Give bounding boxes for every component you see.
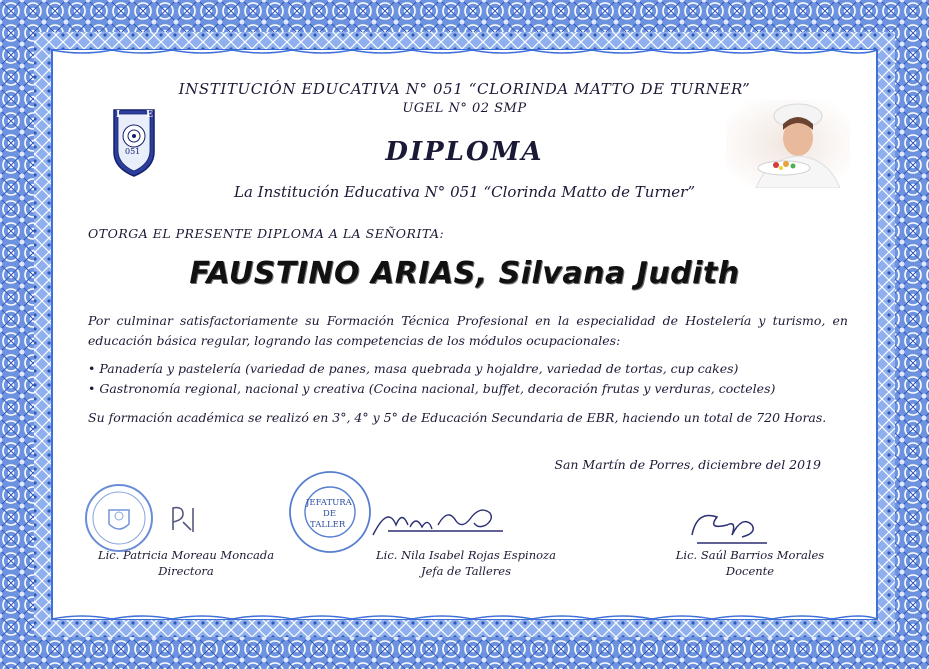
training-summary: Su formación académica se realizó en 3°, 4° y 5° de Educación Secundaria de EBR, haciendo un total de 720 Horas.	[88, 410, 827, 425]
bullet-icon: •	[88, 381, 96, 396]
signatory-name: Lic. Nila Isabel Rojas Espinoza	[376, 548, 556, 562]
stamp-center-line3: TALLER	[310, 520, 346, 530]
module-item	[88, 361, 738, 376]
diploma-title: DIPLOMA	[385, 137, 544, 167]
module-text: Gastronomía regional, nacional y creativa (Cocina nacional, buffet, decoración frutas y verduras, cocteles)	[99, 381, 776, 396]
stamp-center-line2: DE	[323, 509, 337, 519]
grant-line: OTORGA EL PRESENTE DIPLOMA A LA SEÑORITA:	[88, 226, 445, 241]
recipient-name: FAUSTINO ARIAS, Silvana Judith	[189, 256, 740, 291]
signatory-role: Docente	[725, 564, 775, 578]
signature-jefa-talleres	[368, 495, 508, 540]
signature-docente	[682, 505, 772, 550]
module-text: Panadería y pastelería (variedad de panes, masa quebrada y hojaldre, variedad de tortas, cup cakes)	[99, 361, 739, 376]
module-item	[88, 381, 775, 396]
institution-line: La Institución Educativa N° 051 “Clorinda Matto de Turner”	[233, 183, 695, 201]
body-paragraph: Por culminar satisfactoriamente su Formación Técnica Profesional en la especialidad de Hostelería y turismo, en educación básica regular, logrando las competencias de los módulos ocupacionales:	[88, 313, 848, 348]
ugel-header: UGEL N° 02 SMP	[402, 101, 527, 116]
logo-initial-left: I	[116, 110, 121, 120]
signatory-role: Jefa de Talleres	[420, 564, 511, 578]
logo-number: 051	[125, 147, 141, 156]
official-seal-icon	[83, 482, 155, 554]
signatory-name: Lic. Patricia Moreau Moncada	[97, 548, 275, 562]
stamp-center-line1: JEFATURA	[306, 498, 352, 508]
signature-directora	[165, 500, 205, 540]
institution-header: INSTITUCIÓN EDUCATIVA N° 051 “CLORINDA MATTO DE TURNER”	[178, 80, 751, 98]
bullet-icon: •	[88, 361, 96, 376]
signatory-role: Directora	[158, 564, 214, 578]
logo-initial-right: E	[146, 110, 153, 120]
signatory-name: Lic. Saúl Barrios Morales	[675, 548, 825, 562]
place-date: San Martín de Porres, diciembre del 2019	[554, 457, 821, 472]
